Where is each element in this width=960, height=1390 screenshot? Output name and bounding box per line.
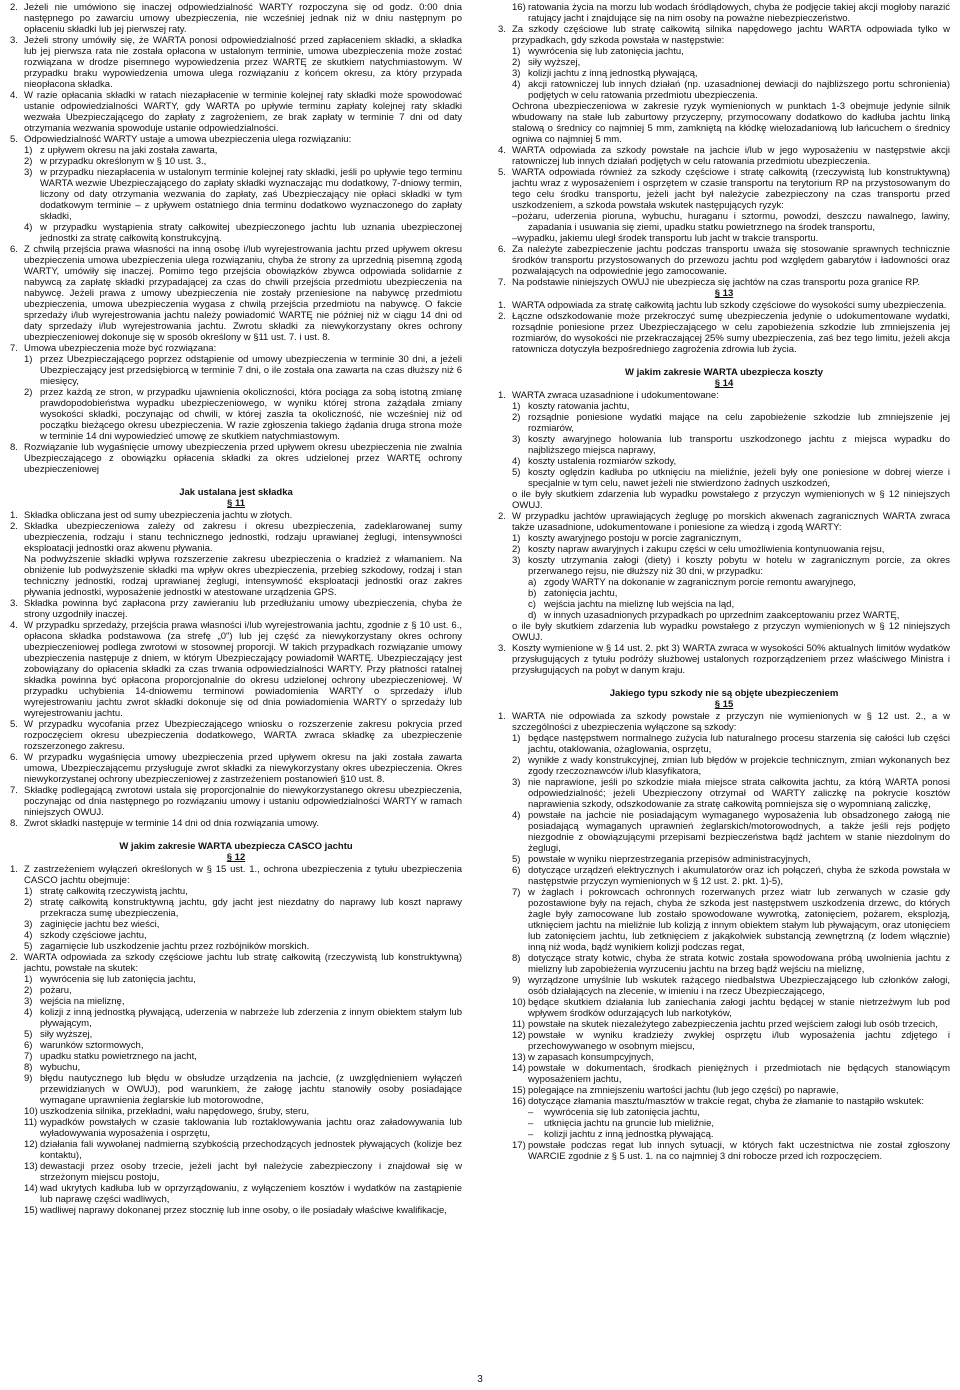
list-item <box>498 1140 950 1162</box>
item-text: W przypadku sprzedaży, przejścia prawa własności i/lub wyrejestrowania jachtu, zgodnie z § 10 ust. 6., opłacona składka podstawowa (za strefę „0") lub jej część za niewykorzystany okres ochrony ubezpieczeniowej podlega zwrotowi w stosownej proporcji. W takich przypadkach rozwiązanie umowy ubezpieczenia następuje z dniem, w którym Ubezpieczający powiadomił WARTĘ. Ubezpieczający jest zobowiązany do opłacenia składki za czas trwania odpowiedzialności WARTY. Przy płatności ratalnej składka powinna być opłacona proporcjonalnie do okresu udzielonej ochrony ubezpieczeniowej. W przypadku uchybienia 14-dniowemu terminowi powiadomienia WARTY o sprzedaży i/lub wyrejestrowaniu jachtu zwrot składki dokonuje się od dnia powiadomienia WARTY o sprzedaży lub wyrejestrowaniu jachtu. <box>24 620 462 719</box>
item-text: powstałe podczas regat lub innych sytuacji, w których fakt uczestnictwa nie został zgłoszony WARCIE zgodnie z § 5 ust. 1. na co najmniej 3 dni robocze przed ich rozpoczęciem. <box>528 1140 950 1162</box>
item-number: 6. <box>498 244 506 255</box>
item-number: 1) <box>512 401 521 412</box>
item-number: 4) <box>512 79 521 90</box>
clause <box>498 711 950 733</box>
item-text: koszty oględzin kadłuba po utknięciu na mieliźnie, jeżeli były one poniesione w dobrej wierze i specjalnie w tym celu, nawet jeżeli nie stwierdzono żadnych uszkodzeń, <box>528 467 950 489</box>
item-text: powstałe w dokumentach, środkach pieniężnych i przedmiotach nie będących stanowiącym wyposażeniem jachtu, <box>528 1063 950 1085</box>
item-number: 17) <box>512 1140 526 1151</box>
item-number: 5) <box>24 1029 33 1040</box>
item-text: w zapasach konsumpcyjnych, <box>528 1052 654 1063</box>
list-item <box>498 412 950 434</box>
clause <box>10 752 462 785</box>
item-number: 1. <box>498 300 506 311</box>
item-number: 1. <box>10 510 18 521</box>
item-text: powstałe w wyniku kradzieży zwykłej osprzętu i/lub wyposażenia jachtu zdjętego i przechowywanego w osobnym miejscu, <box>528 1030 950 1052</box>
item-number: 4) <box>24 1007 33 1018</box>
item-text: koszty awaryjnego holowania lub transportu uszkodzonego jachtu z miejsca wypadku do najbliższego miejsca naprawy, <box>528 434 950 456</box>
sub-item <box>498 577 950 588</box>
item-number: 2. <box>10 2 18 13</box>
item-text: upadku statku powietrznego na jacht, <box>40 1051 197 1062</box>
section-heading: W jakim zakresie WARTA ubezpiecza CASCO jachtu <box>119 841 353 852</box>
list-item <box>10 930 462 941</box>
item-number: 1. <box>498 390 506 401</box>
item-text: kolizji jachtu z inną jednostką pływającą. <box>544 1129 714 1140</box>
list-item <box>10 941 462 952</box>
item-number: 7) <box>24 1051 33 1062</box>
item-text: WARTA nie odpowiada za szkody powstałe z przyczyn nie wymienionych w § 12 ust. 2., a w szczególności z ubezpieczenia wyłączone są szkody: <box>512 711 950 733</box>
item-number: 1) <box>24 886 33 897</box>
item-text: Składka ubezpieczeniowa zależy od zakresu i okresu ubezpieczenia, zadeklarowanej sumy ubezpieczenia, rodzaju i stanu technicznego jednostki, rodzaju uprawianej żeglugi, intensywności eksploatacji jednostki oraz akwenu pływania. <box>24 521 462 554</box>
item-number: 2. <box>10 521 18 532</box>
item-text: kolizji jachtu z inną jednostką pływającą, <box>528 68 698 79</box>
item-text: koszty awaryjnego postoju w porcie zagranicznym, <box>528 533 742 544</box>
item-number: 12) <box>24 1139 38 1150</box>
item-number: 5. <box>10 134 18 145</box>
body-text: o ile były skutkiem zdarzenia lub wypadku powstałego z przyczyn wymienionych w § 12 niniejszych OWUJ. <box>512 489 950 511</box>
item-number: 1) <box>512 46 521 57</box>
item-number: – <box>528 1129 534 1140</box>
list-item <box>498 533 950 544</box>
spacer <box>10 475 462 481</box>
list-item <box>498 777 950 810</box>
item-text: wywrócenia się lub zatonięcia jachtu, <box>40 974 196 985</box>
clause <box>10 343 462 354</box>
item-number: 1) <box>24 145 33 156</box>
item-number: 3) <box>512 555 521 566</box>
item-number: 2) <box>512 755 521 766</box>
list-item <box>10 354 462 387</box>
list-item <box>10 1139 462 1161</box>
item-text: dotyczące złamania masztu/masztów w trakcie regat, chyba że złamanie to nastąpiło wskutek: <box>528 1096 925 1107</box>
item-number: 14) <box>24 1183 38 1194</box>
item-number: 13) <box>512 1052 526 1063</box>
item-text: Za szkody częściowe lub stratę całkowitą silnika napędowego jachtu WARTA odpowiada tylko w przypadkach, gdy szkoda powstała w następstwie: <box>512 24 950 46</box>
list-item <box>498 865 950 887</box>
item-text: WARTA zwraca uzasadnione i udokumentowane: <box>512 390 719 401</box>
item-number: 4. <box>498 145 506 156</box>
item-text: wybuchu, <box>40 1062 81 1073</box>
item-number: 15) <box>24 1205 38 1216</box>
item-text: utknięcia jachtu na gruncie lub mieliźnie, <box>544 1118 715 1129</box>
list-item <box>10 1183 462 1205</box>
item-number: 16) <box>512 2 526 13</box>
list-item <box>498 887 950 953</box>
item-text: koszty utrzymania załogi (diety) i koszty pobytu w hotelu w zagranicznym porcie, za okres przerwanego rejsu, nie dłuższy niż 30 dni, w przypadku: <box>528 555 950 577</box>
section-heading: W jakim zakresie WARTA ubezpiecza koszty <box>625 367 823 378</box>
item-number: 6. <box>10 752 18 763</box>
item-number: 9) <box>512 975 521 986</box>
list-item <box>10 145 462 156</box>
clause <box>498 311 950 355</box>
item-text: w przypadku wystąpienia straty całkowitej ubezpieczonego jachtu lub uznania ubezpieczonej jednostki za stratę całkowitą konstrukcyjną. <box>40 222 462 244</box>
item-number: 3) <box>512 434 521 445</box>
item-text: wyrządzone umyślnie lub wskutek rażącego niedbalstwa Ubezpieczającego lub członków załogi, osób działających na zlecenie, w imieniu i na rzecz Ubezpieczającego, <box>528 975 950 997</box>
paragraph-number: § 14 <box>714 378 734 389</box>
list-item <box>498 1096 950 1107</box>
item-text: wejścia na mieliznę, <box>40 996 125 1007</box>
item-text: WARTA odpowiada również za szkody częściowe i stratę całkowitą (rzeczywistą lub konstruktywną) jachtu wraz z wyposażeniem i osprzętem w czasie transportu na terytorium RP na przystosowanym do tego celu środku transportu, jeżeli jacht był należycie zabezpieczony na czas transportu przed uszkodzeniem, a szkoda powstała wskutek następujących ryzyk: <box>512 167 950 211</box>
item-number: 8. <box>10 442 18 453</box>
item-text: błędu nautycznego lub błędu w obsłudze urządzenia na jachcie, (z uwzględnieniem wyłączeń przewidzianych w OWUJ), pod warunkiem, że załogę jachtu stanowiły osoby posiadające wymagane uprawnienia żeglarskie lub motorowodne, <box>40 1073 462 1106</box>
clause <box>10 35 462 90</box>
list-item <box>10 1117 462 1139</box>
item-number: 12) <box>512 1030 526 1041</box>
item-text: polegające na zmniejszeniu wartości jachtu (lub jego części) po naprawie, <box>528 1085 839 1096</box>
list-item <box>498 555 950 577</box>
sub-item <box>498 599 950 610</box>
item-text: kolizji z inną jednostką pływającą, uderzenia w nabrzeże lub zderzenia z innym obiektem stałym lub pływającym, <box>40 1007 462 1029</box>
item-text: Rozwiązanie lub wygaśnięcie umowy ubezpieczenia przed upływem okresu ubezpieczenia nie zwalnia Ubezpieczającego z obowiązku opłacenia składki za okres udzielonej przez WARTĘ ochrony ubezpieczeniowej <box>24 442 462 475</box>
item-text: powstałe na skutek niezależytego zabezpieczenia jachtu przed wejściem załogi lub osób trzecich, <box>528 1019 938 1030</box>
item-text: zagarnięcie lub uszkodzenie jachtu przez rozbójników morskich. <box>40 941 310 952</box>
list-item <box>10 156 462 167</box>
item-number: 13) <box>24 1161 38 1172</box>
list-item <box>498 1019 950 1030</box>
clause <box>498 277 950 288</box>
clause <box>10 864 462 886</box>
item-text: Koszty wymienione w § 14 ust. 2. pkt 3) WARTA zwraca w wysokości 50% aktualnych limitów wydatków przysługujących z tytułu podróży służbowej ustalonych rozporządzeniem przez właściwego Ministra i przysługujących na pobyt w danym kraju. <box>512 643 950 676</box>
list-item <box>10 1161 462 1183</box>
list-item <box>498 733 950 755</box>
item-number: 15) <box>512 1085 526 1096</box>
item-number: 9) <box>24 1073 33 1084</box>
item-text: wejścia jachtu na mieliznę lub wejścia na ląd, <box>544 599 735 610</box>
list-item <box>10 387 462 442</box>
item-text: W przypadku wygaśnięcia umowy ubezpieczenia przed upływem okresu na jaki została zawarta umowa, Ubezpieczającemu przysługuje zwrot składki za niewykorzystany okres ubezpieczenia. Okres niewykorzystanej ochrony ubezpieczeniowej z zastrzeżeniem postanowień §10 ust. 8. <box>24 752 462 785</box>
list-item <box>498 79 950 101</box>
clause <box>10 521 462 554</box>
item-number: 10) <box>512 997 526 1008</box>
right-column <box>498 2 950 1364</box>
item-text: Składkę podlegającą zwrotowi ustala się proporcjonalnie do niewykorzystanego okresu ubezpieczenia, poczynając od dnia następnego po rozwiązaniu umowy i ustaniu odpowiedzialności WARTY w ramach niniejszych OWUJ. <box>24 785 462 818</box>
item-text: warunków sztormowych, <box>40 1040 144 1051</box>
item-number: d) <box>528 610 537 621</box>
clause <box>498 145 950 167</box>
item-number: 2) <box>24 897 33 908</box>
item-text: WARTA odpowiada za szkody częściowe jachtu lub stratę całkowitą (rzeczywistą lub konstruktywną) jachtu, powstałe na skutek: <box>24 952 462 974</box>
item-text: akcji ratowniczej lub innych działań (np. uzasadnionej dewiacji do najbliższego portu schronienia) podjętych w celu ratowania przedmiotu ubezpieczenia. <box>528 79 950 101</box>
item-number: – <box>528 1118 534 1129</box>
item-text: w innych uzasadnionych przypadkach po uprzednim zaakceptowaniu przez WARTĘ, <box>544 610 900 621</box>
item-text: wad ukrytych kadłuba lub w oprzyrządowaniu, z wyłączeniem kosztów i wydatków na zastąpienie lub naprawę części wadliwych, <box>40 1183 462 1205</box>
item-text: powstałe w wyniku nieprzestrzegania przepisów administracyjnych, <box>528 854 811 865</box>
sub-item <box>498 610 950 621</box>
list-item <box>10 919 462 930</box>
spacer <box>498 355 950 361</box>
item-text: siły wyższej, <box>528 57 581 68</box>
item-number: 11) <box>24 1117 38 1128</box>
dash-item <box>498 1107 950 1118</box>
item-text: nie naprawione, jeśli po szkodzie miała miejsce strata całkowita jachtu, za którą WARTA ponosi odpowiedzialność; jeżeli Ubezpieczony otrzymał od WARTY zaliczkę na pokrycie kosztów naprawienia szkody, odszkodowanie za stratę całkowitą pomniejsza się o wypomnianą zaliczkę, <box>528 777 950 810</box>
left-column <box>10 2 462 1364</box>
item-number: 1. <box>498 711 506 722</box>
item-text: z upływem okresu na jaki została zawarta, <box>40 145 218 156</box>
dash-item <box>498 211 950 233</box>
list-item <box>498 2 950 24</box>
list-item <box>498 1085 950 1096</box>
item-number: 2) <box>512 57 521 68</box>
clause <box>498 390 950 401</box>
list-item <box>498 401 950 412</box>
item-text: stratę całkowitą konstruktywną jachtu, gdy jacht jest niezdatny do naprawy lub koszt naprawy przekracza sumę ubezpieczenia, <box>40 897 462 919</box>
item-number: 4. <box>10 620 18 631</box>
body-text: Na podwyższenie składki wpływa rozszerzenie zakresu ubezpieczenia o kradzież z włamaniem. Na obniżenie lub podwyższenie składki ma wpływ okres ubezpieczenia, przebieg szkodowy, rodzaj i stan techniczny jednostki, rodzaj uprawianej żeglugi, intensywność eksploatacji jednostki oraz zakres pływania jednostki, wyposażenie jednostki w atestowane urządzenia GPS. <box>24 554 462 598</box>
paragraph-number: § 12 <box>226 852 246 863</box>
item-number: 3. <box>498 24 506 35</box>
clause <box>498 167 950 211</box>
item-text: pożaru, <box>40 985 72 996</box>
list-item <box>498 997 950 1019</box>
clause <box>10 134 462 145</box>
list-item <box>10 985 462 996</box>
list-item <box>10 1051 462 1062</box>
item-number: 6) <box>24 1040 33 1051</box>
list-item <box>498 544 950 555</box>
item-text: dotyczące urządzeń elektrycznych i akumulatorów oraz ich połączeń, chyba że szkoda powstała w następstwie przyczyn wymienionych w § 12 ust. 2. pkt. 1)-5), <box>528 865 950 887</box>
list-item <box>10 1040 462 1051</box>
item-number: 7. <box>498 277 506 288</box>
item-text: wadliwej naprawy dokonanej przez stocznię lub inne osoby, o ile posiadały właściwe kwalifikacje, <box>40 1205 447 1216</box>
list-item <box>10 886 462 897</box>
list-item <box>498 1052 950 1063</box>
item-number: 3) <box>24 167 33 178</box>
item-number: 3. <box>498 643 506 654</box>
dash-item <box>498 233 950 244</box>
item-number: b) <box>528 588 537 599</box>
item-text: będące skutkiem działania lub zaniechania załogi jachtu będącej w stanie nietrzeźwym lub pod wpływem środków odurzających lub narkotyków, <box>528 997 950 1019</box>
item-text: Z zastrzeżeniem wyłączeń określonych w § 15 ust. 1., ochrona ubezpieczenia z tytułu ubezpieczenia CASCO jachtu obejmuje: <box>24 864 462 886</box>
item-text: Z chwilą przejścia prawa własności na inną osobę i/lub wyrejestrowania jachtu przed upływem okresu ubezpieczenia umowa ubezpieczenia ulega rozwiązaniu, chyba że strony za uprzednią pisemną zgodą WARTY, umówiły się inaczej. Pomimo tego przejścia obowiązków zbywca odpowiada solidarnie z nabywcą za zapłatę składki przypadającej za czas do chwili przejścia przedmiotu ubezpieczenia na nabywcę. Jeżeli prawa z umowy ubezpieczenia nie zostały przeniesione na nabywcę przedmiotu ubezpieczenia, umowa ubezpieczenia wygasa z chwilą przejścia przedmiotu na nabywcę. O fakcie sprzedaży i/lub wyrejestrowania jachtu należy powiadomić WARTĘ nie później niż w ciągu 14 dni od daty sprzedaży i/lub wyrejestrowania jachtu. Zwrotu składki za niewykorzystany okres ochrony ubezpieczeniowej dokonuje się w sposób określony w §11 ust. 7. i ust. 8. <box>24 244 462 343</box>
section-heading: Jakiego typu szkody nie są objęte ubezpieczeniem <box>609 688 839 699</box>
list-item <box>498 46 950 57</box>
item-number: 2. <box>10 952 18 963</box>
item-text: WARTA odpowiada za stratę całkowitą jachtu lub szkody częściowe do wysokości sumy ubezpieczenia. <box>512 300 947 311</box>
clause <box>10 510 462 521</box>
list-item <box>498 1063 950 1085</box>
item-text: przez każdą ze stron, w przypadku ujawnienia okoliczności, która pociąga za sobą istotną zmianę prawdopodobieństwa wypadku ubezpieczeniowego, w wyniku której strona zażądała zmiany wysokości składki, poczynając od chwili, w której zaszła ta okoliczność, nie wcześniej niż od początku bieżącego okresu ubezpieczenia. W razie zgłoszenia takiego żądania druga strona może w terminie 14 dni wypowiedzieć umowę ze skutkiem natychmiastowym. <box>40 387 462 442</box>
dash-item <box>498 1118 950 1129</box>
item-number: 3. <box>10 598 18 609</box>
item-text: Jeżeli strony umówiły się, że WARTA ponosi odpowiedzialność przed zapłaceniem składki, a składka lub jej pierwsza rata nie została opłacona w ustalonym terminie, umowa ubezpieczenia może zostać rozwiązana w drodze pisemnego wypowiedzenia przez WARTĘ ze skutkiem natychmiastowym. W przypadku braku wypowiedzenia umowa ulega rozwiązaniu z końcem okresu, za który przypada nieopłacona składka. <box>24 35 462 90</box>
item-number: 4. <box>10 90 18 101</box>
item-number: 3) <box>512 777 521 788</box>
list-item <box>498 1030 950 1052</box>
clause <box>10 785 462 818</box>
item-number: 8. <box>10 818 18 829</box>
list-item <box>498 456 950 467</box>
item-text: W przypadku wycofania przez Ubezpieczającego wniosku o rozszerzenie zakresu pokrycia przed rozpoczęciem okresu ubezpieczenia dodatkowego, WARTA zwraca składkę za ubezpieczenie rozszerzonego zakresu. <box>24 719 462 752</box>
list-item <box>10 996 462 1007</box>
item-text: uszkodzenia silnika, przekładni, wału napędowego, śruby, steru, <box>40 1106 310 1117</box>
item-number: 1) <box>24 974 33 985</box>
item-text: Łączne odszkodowanie może przekroczyć sumę ubezpieczenia jedynie o udokumentowane wydatki, rozsądnie poniesione przez Ubezpieczającego w celu zapobieżenia szkodzie lub zmniejszenia jej rozmiarów, do wysokości nie przekraczającej 25% sumy ubezpieczenia, zaś bez tego limitu, jeżeli akcja ratownicza dotyczyła bezpośredniego zagrożenia zdrowia lub życia. <box>512 311 950 355</box>
clause <box>10 2 462 35</box>
item-text: w przypadku określonym w § 10 ust. 3., <box>40 156 207 167</box>
list-item <box>10 167 462 222</box>
section-heading: Jak ustalana jest składka <box>179 487 293 498</box>
item-number: c) <box>528 599 536 610</box>
item-text: W przypadku jachtów uprawiających żeglugę po morskich akwenach zagranicznych WARTA zwraca także uzasadnione, udokumentowane i poniesione za wiedzą i zgodą WARTY: <box>512 511 950 533</box>
item-text: wywrócenia się lub zatonięcia jachtu, <box>528 46 684 57</box>
item-number: 3) <box>24 996 33 1007</box>
item-number: 7) <box>512 887 521 898</box>
item-text: zatonięcia jachtu, <box>544 588 618 599</box>
page-number: 3 <box>477 1374 483 1385</box>
item-number: 14) <box>512 1063 526 1074</box>
item-text: Odpowiedzialność WARTY ustaje a umowa ubezpieczenia ulega rozwiązaniu: <box>24 134 352 145</box>
item-text: rozsądnie poniesione wydatki mające na celu zapobieżenie szkodzie lub zmniejszenie jej rozmiarów, <box>528 412 950 434</box>
item-number: 4) <box>512 456 521 467</box>
item-text: Jeżeli nie umówiono się inaczej odpowiedzialność WARTY rozpoczyna się od godz. 0:00 dnia następnego po zawarciu umowy ubezpieczenia, nie wcześniej jednak niż w dniu następnym po opłaceniu składki lub jej pierwszej raty. <box>24 2 462 35</box>
clause <box>10 620 462 719</box>
item-number: 1) <box>24 354 33 365</box>
item-number: 5. <box>10 719 18 730</box>
body-text: o ile były skutkiem zdarzenia lub wypadku powstałego z przyczyn wymienionych w § 12 niniejszych OWUJ. <box>512 621 950 643</box>
item-number: 2. <box>498 311 506 322</box>
item-text: koszty ustalenia rozmiarów szkody, <box>528 456 677 467</box>
list-item <box>498 810 950 854</box>
item-number: 1) <box>512 533 521 544</box>
item-text: powstałe na jachcie nie posiadającym wymaganego wyposażenia lub obsadzonego załogą nie posiadającą wymaganych uprawnień żeglarskich/motorowodnych, a także jeśli rejs podjęto niezgodnie z obowiązującymi przepisami bezpieczeństwa bądź jachtem w stanie niezdolnym do żeglugi, <box>528 810 950 854</box>
item-number: 5) <box>24 941 33 952</box>
item-number: – <box>512 211 518 222</box>
item-number: 3) <box>24 919 33 930</box>
list-item <box>10 1029 462 1040</box>
item-text: zaginięcie jachtu bez wieści, <box>40 919 160 930</box>
item-number: 7. <box>10 343 18 354</box>
clause <box>10 818 462 829</box>
item-text: ratowania życia na morzu lub wodach śródlądowych, chyba że podjęcie takiej akcji mogłoby narazić ratujący jacht i znajdujące się na nim osoby na poważne niebezpieczeństwo. <box>528 2 950 24</box>
list-item <box>498 755 950 777</box>
item-number: 4) <box>512 810 521 821</box>
item-text: wypadków powstałych w czasie taklowania lub roztaklowywania jachtu oraz załadowywania lub wyładowywania wyposażenia i osprzętu, <box>40 1117 462 1139</box>
item-text: dotyczące straty kotwic, chyba że strata kotwic została spowodowana próbą uwolnienia jachtu z mielizny lub zapobieżenia wyrzuceniu jachtu na brzeg bądź wejściu na mieliznę, <box>528 953 950 975</box>
item-number: 8) <box>512 953 521 964</box>
item-text: koszty napraw awaryjnych i zakupu części w celu umożliwienia kontynuowania rejsu, <box>528 544 885 555</box>
clause <box>498 643 950 676</box>
item-number: 2) <box>24 985 33 996</box>
item-number: 2. <box>498 511 506 522</box>
clause <box>498 511 950 533</box>
clause <box>10 952 462 974</box>
item-number: 10) <box>24 1106 38 1117</box>
item-number: 2) <box>24 156 33 167</box>
spacer <box>498 676 950 682</box>
item-text: w przypadku niezapłacenia w ustalonym terminie kolejnej raty składki, jeśli po upływie tego terminu WARTA wezwie Ubezpieczającego do zapłaty składki wyznaczając mu dodatkowy, 7-dniowy termin, liczony od daty otrzymania wezwania do zapłaty, zaś Ubezpieczający nie opłaci składki w tym dodatkowym terminie – z upływem ostatniego dnia terminu dodatkowo wyznaczonego do zapłaty składki, <box>40 167 462 222</box>
item-number: 4) <box>24 930 33 941</box>
item-text: Na podstawie niniejszych OWUJ nie ubezpiecza się jachtów na czas transportu poza granice RP. <box>512 277 921 288</box>
item-number: 8) <box>24 1062 33 1073</box>
clause <box>10 90 462 134</box>
clause <box>498 244 950 277</box>
item-text: przez Ubezpieczającego poprzez odstąpienie od umowy ubezpieczenia w terminie 30 dni, a jeżeli Ubezpieczający jest przedsiębiorcą w terminie 7 dni, o ile została ona zawarta na czas dłuższy niż 6 miesięcy, <box>40 354 462 387</box>
sub-item <box>498 588 950 599</box>
item-text: Zwrot składki następuje w terminie 14 dni od dnia rozwiązania umowy. <box>24 818 319 829</box>
item-number: 7. <box>10 785 18 796</box>
item-number: 5. <box>498 167 506 178</box>
clause <box>498 24 950 46</box>
list-item <box>10 1106 462 1117</box>
item-number: 4) <box>24 222 33 233</box>
list-item <box>498 68 950 79</box>
item-text: siły wyższej, <box>40 1029 93 1040</box>
list-item <box>10 1205 462 1216</box>
item-text: Składka obliczana jest od sumy ubezpieczenia jachtu w złotych. <box>24 510 293 521</box>
item-number: 11) <box>512 1019 526 1030</box>
item-number: 2) <box>24 387 33 398</box>
spacer <box>10 829 462 835</box>
list-item <box>10 1062 462 1073</box>
item-number: 6) <box>512 865 521 876</box>
item-number: 3. <box>10 35 18 46</box>
item-text: dewastacji przez osoby trzecie, jeżeli jacht był należycie zabezpieczony i znajdował się w strzeżonym miejscu postoju, <box>40 1161 462 1183</box>
item-text: Za należyte zabezpieczenie jachtu podczas transportu uważa się stosowanie sprawnych technicznie środków transportu przystosowanych do przewozu jachtu pod względem gabarytów i ładowności oraz pozwalających na odpowiednie jego zamocowanie. <box>512 244 950 277</box>
item-number: 6. <box>10 244 18 255</box>
item-text: WARTA odpowiada za szkody powstałe na jachcie i/lub w jego wyposażeniu w następstwie akcji ratowniczej lub innych działań podjętych w celu ratowania przedmiotu ubezpieczenia. <box>512 145 950 167</box>
list-item <box>498 854 950 865</box>
list-item <box>10 974 462 985</box>
item-number: 2) <box>512 544 521 555</box>
item-number: – <box>512 233 518 244</box>
paragraph-number: § 13 <box>714 288 734 299</box>
body-text: Ochrona ubezpieczeniowa w zakresie ryzyk wymienionych w punktach 1-3 obejmuje jedynie silnik wbudowany na stałe lub zaburtowy przyczepny, przymocowany dodatkowo do kadłuba jachtu linką stalową o średnicy co najmniej 5 mm, zamkniętą na kłódkę wielozadaniową lub łańcuchem o średnicy ogniwa co najmniej 5 mm. <box>512 101 950 145</box>
item-text: działania fali wywołanej nadmierną szybkością przechodzących jednostek pływających (kolizje bez kontaktu), <box>40 1139 462 1161</box>
list-item <box>498 975 950 997</box>
clause <box>10 244 462 343</box>
item-text: wypadku, jakiemu uległ środek transportu lub jacht w trakcie transportu. <box>517 233 819 244</box>
item-number: – <box>528 1107 534 1118</box>
clause <box>10 442 462 475</box>
item-number: 3) <box>512 68 521 79</box>
item-text: Umowa ubezpieczenia może być rozwiązana: <box>24 343 217 354</box>
list-item <box>10 1007 462 1029</box>
item-text: koszty ratowania jachtu, <box>528 401 630 412</box>
list-item <box>498 434 950 456</box>
clause <box>10 598 462 620</box>
item-number: 2) <box>512 412 521 423</box>
list-item <box>10 222 462 244</box>
item-number: 16) <box>512 1096 526 1107</box>
paragraph-number: § 15 <box>714 699 734 710</box>
list-item <box>10 1073 462 1106</box>
item-text: wynikłe z wady konstrukcyjnej, zmian lub błędów w projekcie technicznym, zmian wykonanych bez zgody rzeczoznawców i/lub klasyfikatora, <box>528 755 950 777</box>
list-item <box>10 897 462 919</box>
list-item <box>498 467 950 489</box>
clause <box>498 300 950 311</box>
dash-item <box>498 1129 950 1140</box>
item-text: będące następstwem normalnego zużycia lub naturalnego procesu starzenia się całości lub części jachtu, otaklowania, ożaglowania, osprzętu, <box>528 733 950 755</box>
item-number: a) <box>528 577 537 588</box>
item-number: 1) <box>512 733 521 744</box>
item-text: stratę całkowitą rzeczywistą jachtu, <box>40 886 188 897</box>
item-text: pożaru, uderzenia pioruna, wybuchu, huraganu i sztormu, powodzi, deszczu nawalnego, lawiny, zapadania i usuwania się ziemi, upadku statku powietrznego na środek transportu, <box>517 211 950 233</box>
item-text: W razie opłacania składki w ratach niezapłacenie w terminie kolejnej raty składki może spowodować ustanie odpowiedzialności WARTY, gdy WARTA po upływie terminu zapłaty kolejnej raty składki wezwała Ubezpieczającego do zapłaty z zagrożeniem, ze brak zapłaty w terminie 7 dni od daty otrzymania wezwania spowoduje ustanie odpowiedzialności. <box>24 90 462 134</box>
item-text: zgody WARTY na dokonanie w zagranicznym porcie remontu awaryjnego, <box>544 577 856 588</box>
item-number: 5) <box>512 467 521 478</box>
clause <box>10 719 462 752</box>
item-text: wywrócenia się lub zatonięcia jachtu, <box>544 1107 700 1118</box>
item-number: 5) <box>512 854 521 865</box>
item-text: szkody częściowe jachtu, <box>40 930 147 941</box>
list-item <box>498 57 950 68</box>
list-item <box>498 953 950 975</box>
item-text: Składka powinna być zapłacona przy zawieraniu lub przedłużaniu umowy ubezpieczenia, chyba że strony uzgodniły inaczej. <box>24 598 462 620</box>
item-number: 1. <box>10 864 18 875</box>
paragraph-number: § 11 <box>227 498 245 509</box>
item-text: w żaglach i pokrowcach ochronnych rozerwanych przez wiatr lub zerwanych w czasie gdy pozostawione były na rejach, chyba że szkoda jest następstwem uszkodzenia drzewc, do których żagle były zamocowane lub zostało spowodowane wywrotką, zatonięciem, pożarem, eksplozją, utknięciem jachtu na mieliźnie lub kolizją z innym obiektem stałym lub pływającym, oraz utonięciem lub zatonięciem jachtu, lub zetknięciem z jakąkolwiek substancją zewnętrzną (z lodem włącznie) inną niż woda, bądź wynikiem kolizji podczas regat, <box>528 887 950 953</box>
